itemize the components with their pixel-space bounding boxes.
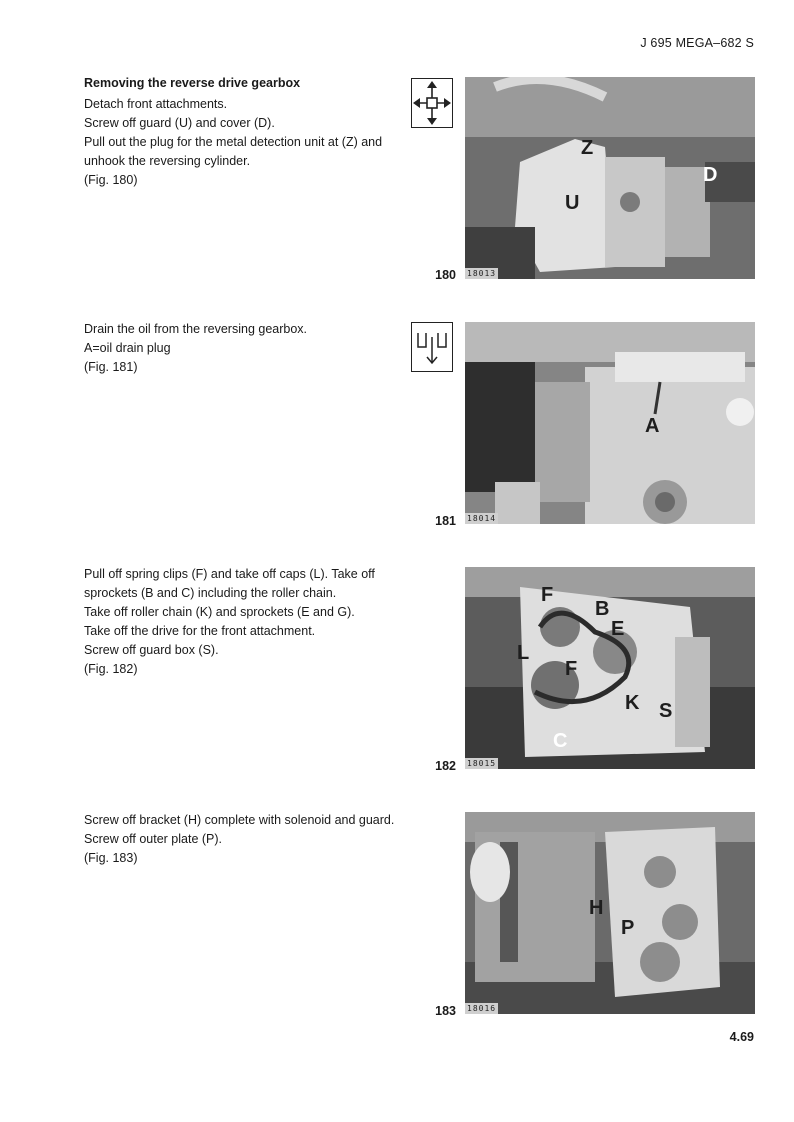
- figure-label: B: [595, 598, 610, 620]
- figure-label: H: [589, 897, 604, 919]
- section-182-text: [84, 565, 404, 679]
- photo-code: 18014: [467, 514, 497, 523]
- photo-code: 18013: [467, 269, 497, 278]
- figure-number: 181: [435, 514, 456, 528]
- instruction-line: A=oil drain plug: [84, 341, 171, 355]
- instruction-line: Detach front attachments.: [84, 97, 228, 111]
- page-number: 4.69: [729, 1030, 754, 1044]
- photo-code: 18015: [467, 759, 497, 768]
- figure-label: P: [621, 917, 635, 939]
- figure-reference: (Fig. 183): [84, 851, 138, 865]
- figure-183-photo: [465, 812, 755, 1014]
- figure-reference: (Fig. 180): [84, 173, 138, 187]
- section-183-text: [84, 811, 404, 868]
- section-181-text: [84, 320, 404, 377]
- figure-181-photo: [465, 322, 755, 524]
- figure-label: L: [517, 642, 530, 664]
- figure-label: F: [541, 584, 554, 606]
- figure-reference: (Fig. 182): [84, 662, 138, 676]
- photo-code: 18016: [467, 1004, 497, 1013]
- move-arrows-icon: [411, 78, 453, 128]
- figure-label: F: [565, 658, 578, 680]
- instruction-line: Pull out the plug for the metal detection unit at (Z) and unhook the reversing cylinder.: [84, 135, 383, 168]
- figure-reference: (Fig. 181): [84, 360, 138, 374]
- instruction-line: Screw off bracket (H) complete with solenoid and guard.: [84, 813, 395, 827]
- figure-label: E: [611, 618, 625, 640]
- figure-label: C: [553, 730, 568, 752]
- instruction-line: Take off the drive for the front attachment.: [84, 624, 316, 638]
- section-180-text: [84, 74, 404, 190]
- figure-label: K: [625, 692, 640, 714]
- figure-number: 183: [435, 1004, 456, 1018]
- instruction-line: Screw off guard (U) and cover (D).: [84, 116, 275, 130]
- figure-label: Z: [581, 137, 594, 159]
- instruction-line: Pull off spring clips (F) and take off caps (L). Take off sprockets (B and C) including the roller chain.: [84, 567, 375, 600]
- figure-label: A: [645, 415, 660, 437]
- instruction-line: Screw off guard box (S).: [84, 643, 219, 657]
- instruction-line: Take off roller chain (K) and sprockets (E and G).: [84, 605, 355, 619]
- oil-drain-icon: [411, 322, 453, 372]
- figure-number: 180: [435, 268, 456, 282]
- figure-182-photo: [465, 567, 755, 769]
- document-header: J 695 MEGA–682 S: [640, 36, 754, 50]
- section-heading: Removing the reverse drive gearbox: [84, 76, 301, 90]
- figure-label: S: [659, 700, 673, 722]
- instruction-line: Drain the oil from the reversing gearbox.: [84, 322, 308, 336]
- instruction-line: Screw off outer plate (P).: [84, 832, 223, 846]
- figure-label: D: [703, 164, 718, 186]
- figure-number: 182: [435, 759, 456, 773]
- figure-label: U: [565, 192, 580, 214]
- figure-180-photo: [465, 77, 755, 279]
